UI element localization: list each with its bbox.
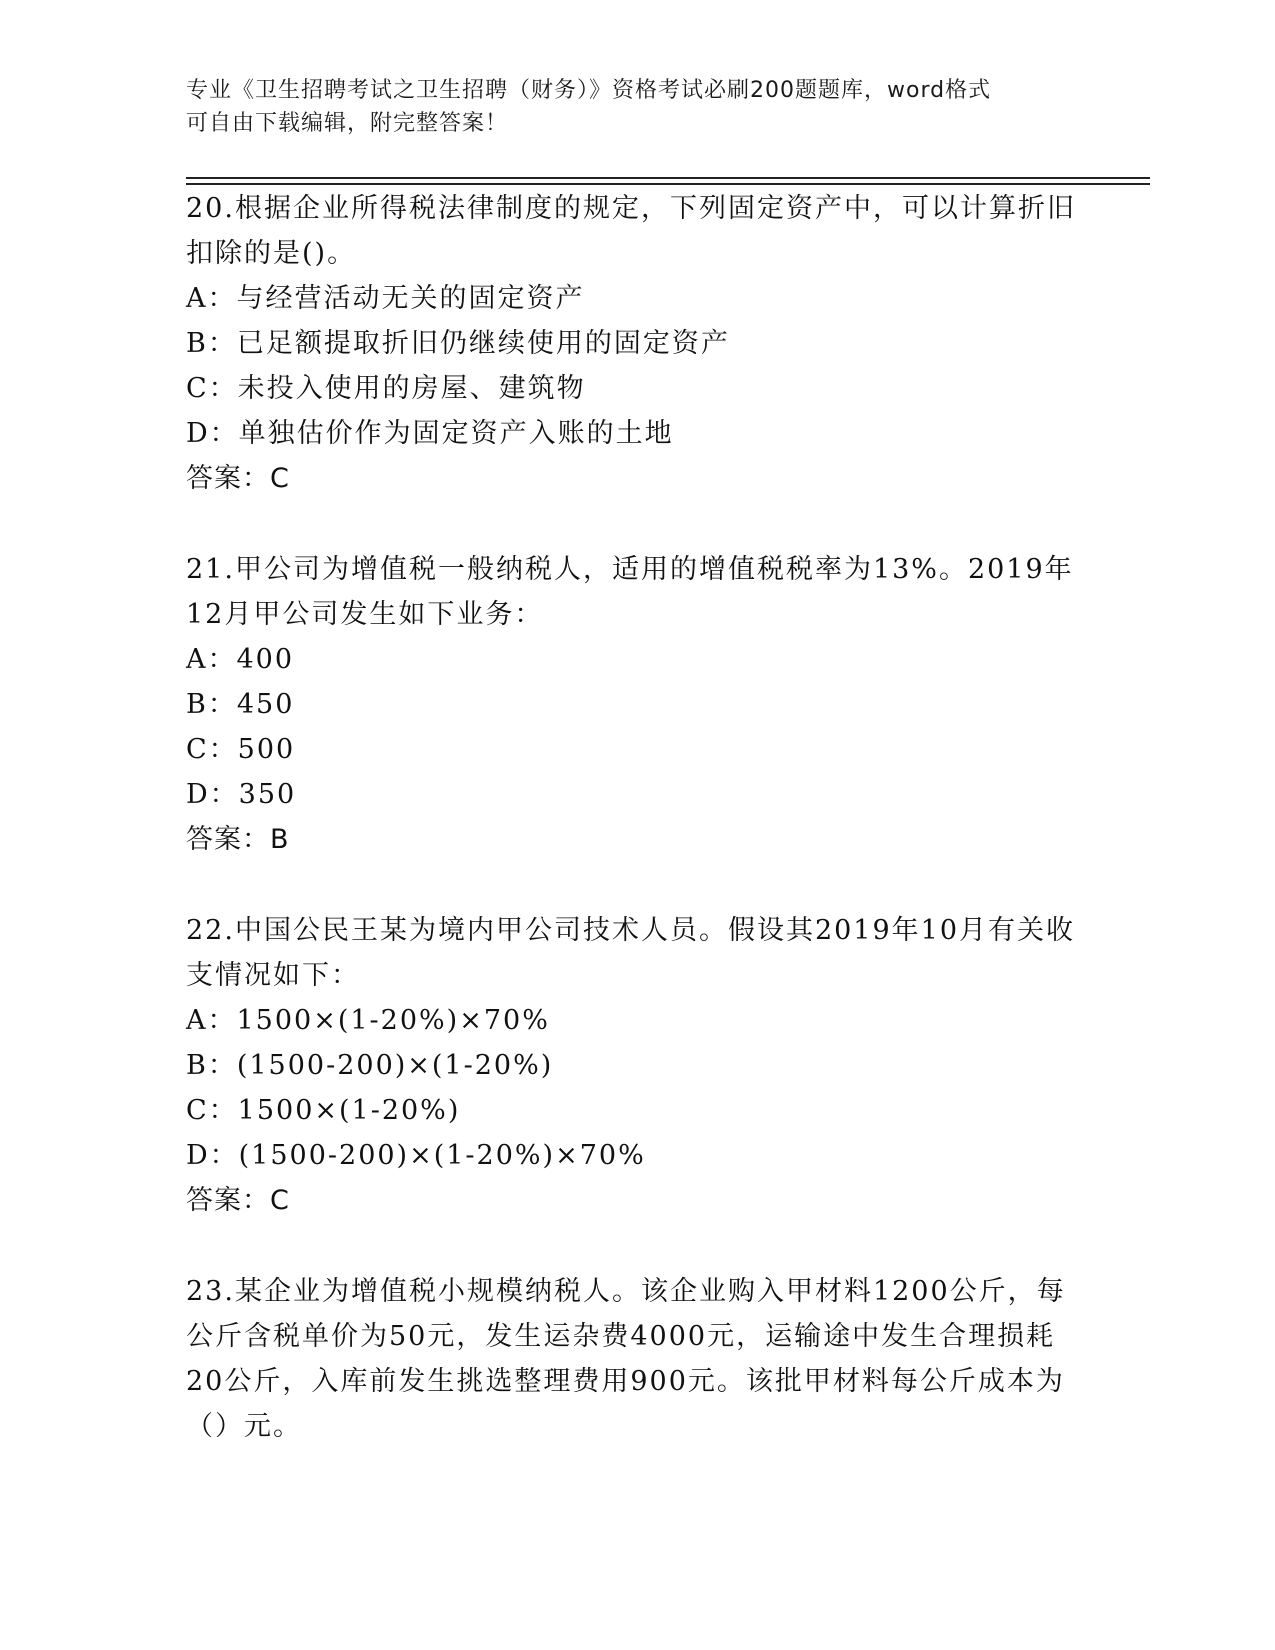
option-c: C：未投入使用的房屋、建筑物 (186, 373, 586, 404)
option-d: D：单独估价作为固定资产入账的土地 (186, 418, 674, 449)
answer: 答案：C (186, 1185, 290, 1216)
answer: 答案：B (186, 824, 290, 855)
question-23 (186, 1269, 1086, 1449)
question-stem-line: 12月甲公司发生如下业务： (186, 599, 544, 630)
option-c: C：500 (186, 734, 296, 765)
option-b: B：已足额提取折旧仍继续使用的固定资产 (186, 328, 730, 359)
option-b: B：450 (186, 689, 295, 720)
header-divider-bottom (186, 183, 1150, 185)
question-21 (186, 547, 1086, 862)
option-a: A：1500×(1-20%)×70% (186, 1005, 550, 1036)
question-stem-line: 21.甲公司为增值税一般纳税人，适用的增值税税率为13%。2019年 (186, 554, 1074, 585)
question-list (186, 186, 1086, 1449)
option-a: A：与经营活动无关的固定资产 (186, 283, 585, 314)
header-divider-top (186, 177, 1150, 179)
question-stem-line: （）元。 (186, 1411, 302, 1442)
question-stem-line: 20公斤，入库前发生挑选整理费用900元。该批甲材料每公斤成本为 (186, 1366, 1065, 1397)
header-line-2: 可自由下载编辑，附完整答案！ (186, 111, 509, 136)
header-line-1: 专业《卫生招聘考试之卫生招聘（财务）》资格考试必刷200题题库，word格式 (186, 78, 992, 103)
question-stem-line: 扣除的是()。 (186, 238, 357, 269)
option-b: B：(1500-200)×(1-20%) (186, 1050, 554, 1081)
answer: 答案：C (186, 463, 290, 494)
option-c: C：1500×(1-20%) (186, 1095, 461, 1126)
document-header (186, 74, 1066, 140)
question-stem-line: 23.某企业为增值税小规模纳税人。该企业购入甲材料1200公斤，每 (186, 1276, 1066, 1307)
question-stem-line: 支情况如下： (186, 960, 360, 991)
question-22 (186, 908, 1086, 1223)
option-a: A：400 (186, 644, 295, 675)
question-stem-line: 公斤含税单价为50元，发生运杂费4000元，运输途中发生合理损耗 (186, 1321, 1056, 1352)
question-stem-line: 20.根据企业所得税法律制度的规定，下列固定资产中，可以计算折旧 (186, 193, 1076, 224)
question-stem-line: 22.中国公民王某为境内甲公司技术人员。假设其2019年10月有关收 (186, 915, 1076, 946)
question-20 (186, 186, 1086, 501)
option-d: D：350 (186, 779, 297, 810)
option-d: D：(1500-200)×(1-20%)×70% (186, 1140, 646, 1171)
